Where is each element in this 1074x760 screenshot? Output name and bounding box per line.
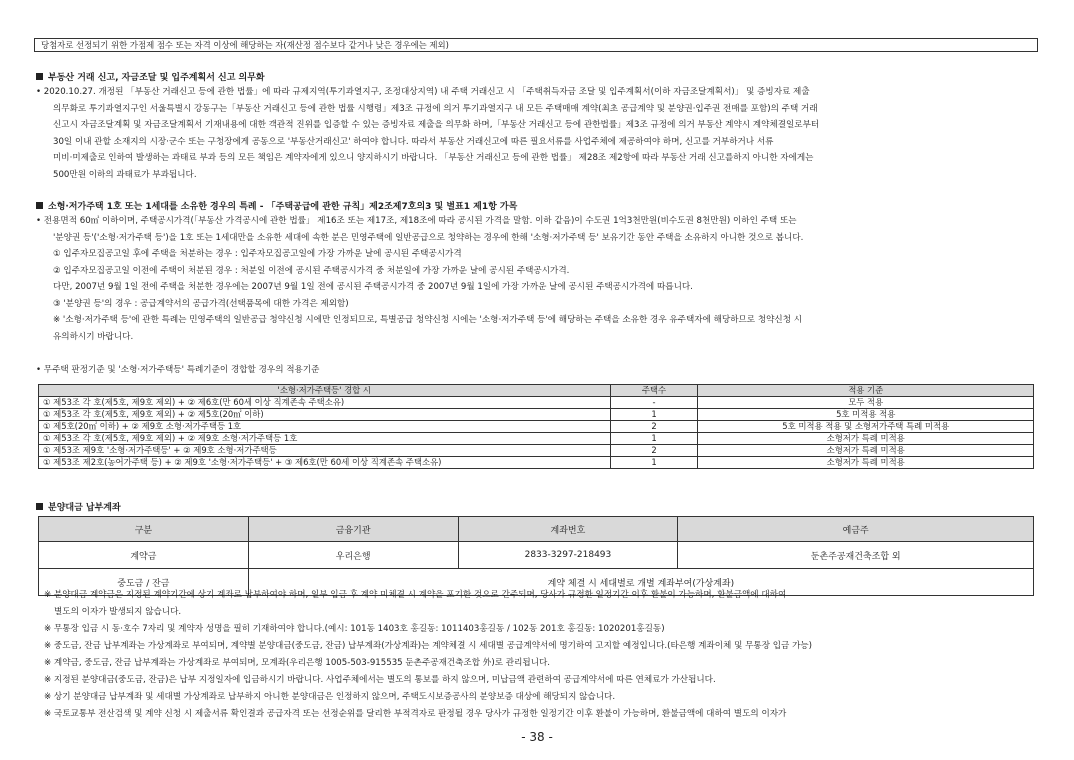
table-row — [39, 542, 1034, 569]
table-cell: ① 제53조 각 호(제5호, 제9호 제외) + ② 제5호(20㎡ 이하) — [39, 409, 611, 421]
table-header-row — [39, 385, 1034, 397]
paragraph-line: • 전용면적 60㎡ 이하이며, 주택공시가격(「부동산 가격공시에 관한 법률」 제16조 또는 제17조, 제18조에 따라 공시된 가격을 말함. 이하 같음)이 수도권 1억3천만원(비수도권 8천만원) 이하인 주택 또는 — [36, 216, 797, 226]
section-heading-small-house-exception: 소형·저가주택 1호 또는 1세대를 소유한 경우의 특례 - 「주택공급에 관한 규칙」제2조제7호의3 및 별표1 제1항 가목 — [36, 199, 517, 212]
table-row — [39, 421, 1034, 433]
table-header-cell: 주택수 — [610, 385, 698, 397]
note-line: ※ 국토교통부 전산검색 및 계약 신청 시 제출서류 확인결과 공급자격 또는 선정순위를 달리한 부적격자로 판정될 경우 당사가 규정한 일정기간 이후 환불이 가능하며, 환불금액에 대하여 별도의 이자가 — [44, 709, 787, 719]
page-number: - 38 - — [521, 730, 553, 744]
paragraph-line: '분양권 등'('소형·저가주택 등')을 1호 또는 1세대만을 소유한 세대에 속한 분은 민영주택에 일반공급으로 청약하는 경우에 한해 '소형·저가주택 등' 보유기간 동안 주택을 소유하지 아니한 것으로 봅니다. — [53, 232, 804, 243]
table1-caption: • 무주택 판정기준 및 '소형·저가주택등' 특례기준이 경합할 경우의 적용기준 — [36, 365, 320, 375]
section2-body — [36, 213, 1038, 345]
paragraph-line: ② 입주자모집공고일 이전에 주택이 처분된 경우 : 처분일 이전에 공시된 주택공시가격 중 처분일에 가장 가까운 날에 공시된 주택공시가격. — [53, 265, 570, 276]
square-bullet-icon — [36, 202, 43, 209]
table-cell: 모두 적용 — [698, 397, 1034, 409]
paragraph-line: 500만원 이하의 과태료가 부과됩니다. — [53, 169, 197, 180]
table-cell: 2 — [610, 445, 698, 457]
table-cell: 계약 체결 시 세대별로 개별 계좌부여(가상계좌) — [248, 569, 1033, 596]
paragraph-line: 다만, 2007년 9월 1일 전에 주택을 처분한 경우에는 2007년 9월 1일 전에 공시된 주택공시가격 중 2007년 9월 1일에 가장 가까운 날에 공시된 주택공시가격에 따릅니다. — [53, 282, 693, 292]
paragraph-line: ③ '분양권 등'의 경우 : 공급계약서의 공급가격(선택품목에 대한 가격은 제외함) — [53, 298, 349, 309]
payment-account-table — [38, 516, 1034, 596]
table-cell: 소형저가 특례 미적용 — [698, 433, 1034, 445]
table-cell: 중도금 / 잔금 — [39, 569, 249, 596]
note-line: ※ 지정된 분양대금(중도금, 잔금)은 납부 지정일자에 입금하시기 바랍니다. 사업주체에서는 별도의 통보를 하지 않으며, 미납금액 관련하여 공급계약서에 따른 연체료가 가산됩니다. — [44, 675, 716, 685]
table-cell: ① 제53조 제9호 '소형·저가주택등' + ② 제9호 소형·저가주택등 — [39, 445, 611, 457]
paragraph-line: 의무화로 투기과열지구인 서울특별시 강동구는「부동산 거래신고 등에 관한 법률 시행령」제3조 규정에 의거 투기과열지구 내 모든 주택매매 계약(최초 공급계약 및 분양권·입주권 전매를 포함)의 주택 거래 — [53, 103, 818, 114]
table-header-cell: 구분 — [39, 517, 249, 542]
table-cell: 1 — [610, 409, 698, 421]
table-cell: 소형저가 특례 미적용 — [698, 457, 1034, 469]
table-header-cell: '소형·저가주택등' 경합 시 — [39, 385, 611, 397]
paragraph-line: ① 입주자모집공고일 후에 주택을 처분하는 경우 : 입주자모집공고일에 가장 가까운 날에 공시된 주택공시가격 — [53, 249, 462, 259]
table-header-cell: 계좌번호 — [458, 517, 678, 542]
section1-body — [36, 84, 1038, 183]
table-cell: 2 — [610, 421, 698, 433]
section-heading-real-estate-report: 부동산 거래 신고, 자금조달 및 입주계획서 신고 의무화 — [36, 70, 265, 83]
table-cell: ① 제53조 제2호(농어가주택 등) + ② 제9호 '소형·저가주택등' + ③ 제6호(만 60세 이상 직계존속 주택소유) — [39, 457, 611, 469]
table-cell: 우리은행 — [248, 542, 458, 569]
table-cell: 1 — [610, 457, 698, 469]
table-cell: ① 제53조 각 호(제5호, 제9호 제외) + ② 제6호(만 60세 이상 직계존속 주택소유) — [39, 397, 611, 409]
table-header-cell: 적용 기준 — [698, 385, 1034, 397]
table-row — [39, 445, 1034, 457]
paragraph-line: 유의하시기 바랍니다. — [53, 331, 134, 342]
table-row — [39, 433, 1034, 445]
table-header-cell: 예금주 — [678, 517, 1034, 542]
note-line: 별도의 이자가 발생되지 않습니다. — [54, 607, 182, 617]
note-line: ※ 무통장 입금 시 동·호수 7자리 및 계약자 성명을 필히 기재하여야 합니다.(예시: 101동 1403호 홍길동: 1011403홍길동 / 102동 201호 홍길동: 1020201홍길동) — [44, 624, 665, 634]
housing-criteria-table — [38, 384, 1034, 469]
table-header-row — [39, 517, 1034, 542]
table-cell: 소형저가 특례 미적용 — [698, 445, 1034, 457]
paragraph-line: • 2020.10.27. 개정된 「부동산 거래신고 등에 관한 법률」에 따라 규제지역(투기과열지구, 조정대상지역) 내 주택 거래신고 시 「주택취득자금 조달 및 입주계획서(이하 자금조달계획서)」 및 증빙자료 제출 — [36, 87, 810, 97]
table-cell: 5호 미적용 적용 및 소형저가주택 특례 미적용 — [698, 421, 1034, 433]
note-line: ※ 상기 분양대금 납부계좌 및 세대별 가상계좌로 납부하지 아니한 분양대금은 인정하지 않으며, 주택도시보증공사의 분양보증 대상에 해당되지 않습니다. — [44, 692, 616, 702]
note-line: ※ 중도금, 잔금 납부계좌는 가상계좌로 부여되며, 계약별 분양대금(중도금, 잔금) 납부계좌(가상계좌)는 계약체결 시 세대별 공급계약서에 명기하여 고지할 예정입니다.(타은행 계좌이체 및 무통장 입금 가능) — [44, 641, 813, 651]
payment-notes — [44, 587, 1040, 723]
table-cell: ① 제53조 각 호(제5호, 제9호 제외) + ② 제9호 소형·저가주택등 1호 — [39, 433, 611, 445]
top-note-box — [34, 38, 1038, 52]
table-cell: 1 — [610, 433, 698, 445]
section-heading-payment-account: 분양대금 납부계좌 — [36, 500, 121, 513]
table-cell: - — [610, 397, 698, 409]
table-cell: 둔촌주공재건축조합 외 — [678, 542, 1034, 569]
table-cell: 5호 미적용 적용 — [698, 409, 1034, 421]
paragraph-line: 신고시 자금조달계획 및 자금조달계획서 기재내용에 대한 객관적 진위를 입증할 수 있는 증빙자료 제출을 의무화 하며,「부동산 거래신고 등에 관한법률」제3조 규정에 의거 부동산 계약시 계약체결일로부터 — [53, 120, 820, 130]
square-bullet-icon — [36, 73, 43, 80]
table-header-cell: 금융기관 — [248, 517, 458, 542]
account-number: 2833-3297-218493 — [458, 542, 678, 569]
table-row — [39, 397, 1034, 409]
table-cell: 계약금 — [39, 542, 249, 569]
table-row — [39, 409, 1034, 421]
paragraph-line: ※ '소형·저가주택 등'에 관한 특례는 민영주택의 일반공급 청약신청 시에만 인정되므로, 특별공급 청약신청 시에는 '소형·저가주택 등'에 해당하는 주택을 소유한 경우 유주택자에 해당하므로 청약신청 시 — [53, 315, 803, 325]
note-line: ※ 계약금, 중도금, 잔금 납부계좌는 가상계좌로 부여되며, 모계좌(우리은행 1005-503-915535 둔촌주공재건축조합 外)로 관리됩니다. — [44, 658, 551, 668]
note-line: ※ 분양대금 계약금은 지정된 계약기간에 상기 계좌로 납부하여야 하며, 일부 입금 후 계약 미체결 시 계약을 포기한 것으로 간주되며, 당사가 규정한 일정기간 이후 환불이 가능하며, 환불금액에 대하여 — [44, 590, 787, 600]
table-row — [39, 457, 1034, 469]
paragraph-line: 미비·미제출로 인하여 발생하는 과태료 부과 등의 모든 책임은 계약자에게 있으니 양지하시기 바랍니다. 「부동산 거래신고 등에 관한 법률」 제28조 제2항에 따라 부동산 거래 신고를하지 아니한 자에게는 — [53, 153, 814, 163]
table-cell: ① 제5호(20㎡ 이하) + ② 제9호 소형·저가주택등 1호 — [39, 421, 611, 433]
top-note-text: 당첨자로 선정되기 위한 가점제 점수 또는 자격 이상에 해당하는 자(재산정 점수보다 같거나 낮은 경우에는 제외) — [41, 40, 449, 50]
square-bullet-icon — [36, 503, 43, 510]
paragraph-line: 30일 이내 관할 소재지의 시장·군수 또는 구청장에게 공동으로 '부동산거래신고' 하여야 합니다. 따라서 부동산 거래신고에 따른 필요서류를 사업주체에 제공하여야 하며, 신고를 거부하거나 서류 — [53, 136, 774, 147]
